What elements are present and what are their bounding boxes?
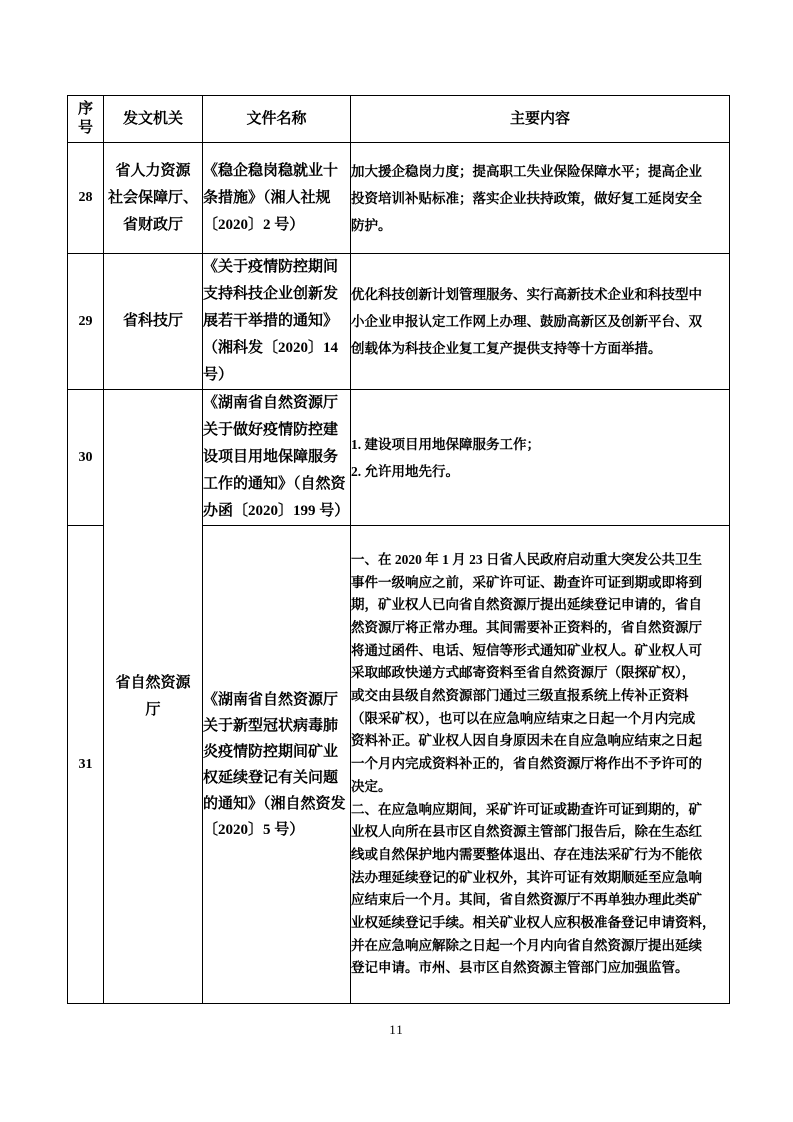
table-row-28	[68, 143, 730, 254]
main-content-cell: 1. 建设项目用地保障服务工作； 2. 允许用地先行。	[351, 390, 730, 526]
table-header-row	[68, 96, 730, 143]
page-number: 11	[389, 1022, 404, 1037]
document-name-cell: 《湖南省自然资源厅 关于做好疫情防控建 设项目用地保障服务 工作的通知》（自然资 办函〔2020〕199 号）	[203, 390, 351, 526]
header-issuing-agency: 发文机关	[104, 96, 203, 143]
main-content-cell: 一、在 2020 年 1 月 23 日省人民政府启动重大突发公共卫生 事件一级响应之前，采矿许可证、勘查许可证到期或即将到 期，矿业权人已向省自然资源厅提出延续登记申请的，省自 然资源厅将正常办理。其间需要补正资料的，省自然资源厅 将通过函件、电话、短信等形式通知矿业权人。矿业权人可 采取邮政快递方式邮寄资料至省自然资源厅（限探矿权）， 或交由县级自然资源部门通过三级直报系统上传补正资料 （限采矿权），也可以在应急响应结束之日起一个月内完成 资料补正。矿业权人因自身原因未在自应急响应结束之日起 一个月内完成资料补正的，省自然资源厅将作出不予许可的 决定。 二、在应急响应期间，采矿许可证或勘查许可证到期的，矿 业权人向所在县市区自然资源主管部门报告后，除在生态红 线或自然保护地内需要整体退出、存在违法采矿行为不能依 法办理延续登记的矿业权外，其许可证有效期顺延至应急响 应结束后一个月。其间，省自然资源厅不再单独办理此类矿 业权延续登记手续。相关矿业权人应积极准备登记申请资料， 并在应急响应解除之日起一个月内向省自然资源厅提出延续 登记申请。市州、县市区自然资源主管部门应加强监管。	[351, 526, 730, 1004]
serial-number-cell: 29	[68, 254, 104, 390]
document-name-cell: 《稳企稳岗稳就业十 条措施》（湘人社规 〔2020〕2 号）	[203, 143, 351, 254]
serial-number-cell: 28	[68, 143, 104, 254]
serial-number-cell: 30	[68, 390, 104, 526]
table-row-30	[68, 390, 730, 526]
issuing-agency-cell: 省科技厅	[104, 254, 203, 390]
main-content-cell: 优化科技创新计划管理服务、实行高新技术企业和科技型中 小企业申报认定工作网上办理、鼓励高新区及创新平台、双 创载体为科技企业复工复产提供支持等十方面举措。	[351, 254, 730, 390]
header-main-content: 主要内容	[351, 96, 730, 143]
document-name-cell: 《湖南省自然资源厅 关于新型冠状病毒肺 炎疫情防控期间矿业 权延续登记有关问题 的通知》（湘自然资发 〔2020〕5 号）	[203, 526, 351, 1004]
document-name-cell: 《关于疫情防控期间 支持科技企业创新发 展若干举措的通知》 （湘科发〔2020〕14 号）	[203, 254, 351, 390]
documents-table	[67, 95, 730, 1004]
header-document-name: 文件名称	[203, 96, 351, 143]
main-content-cell: 加大援企稳岗力度；提高职工失业保险保障水平；提高企业 投资培训补贴标准；落实企业扶持政策，做好复工延岗安全 防护。	[351, 143, 730, 254]
header-serial-number: 序 号	[68, 96, 104, 143]
table-row-29	[68, 254, 730, 390]
serial-number-cell: 31	[68, 526, 104, 1004]
issuing-agency-cell: 省人力资源 社会保障厅、 省财政厅	[104, 143, 203, 254]
issuing-agency-cell-merged: 省自然资源 厅	[104, 390, 203, 1004]
